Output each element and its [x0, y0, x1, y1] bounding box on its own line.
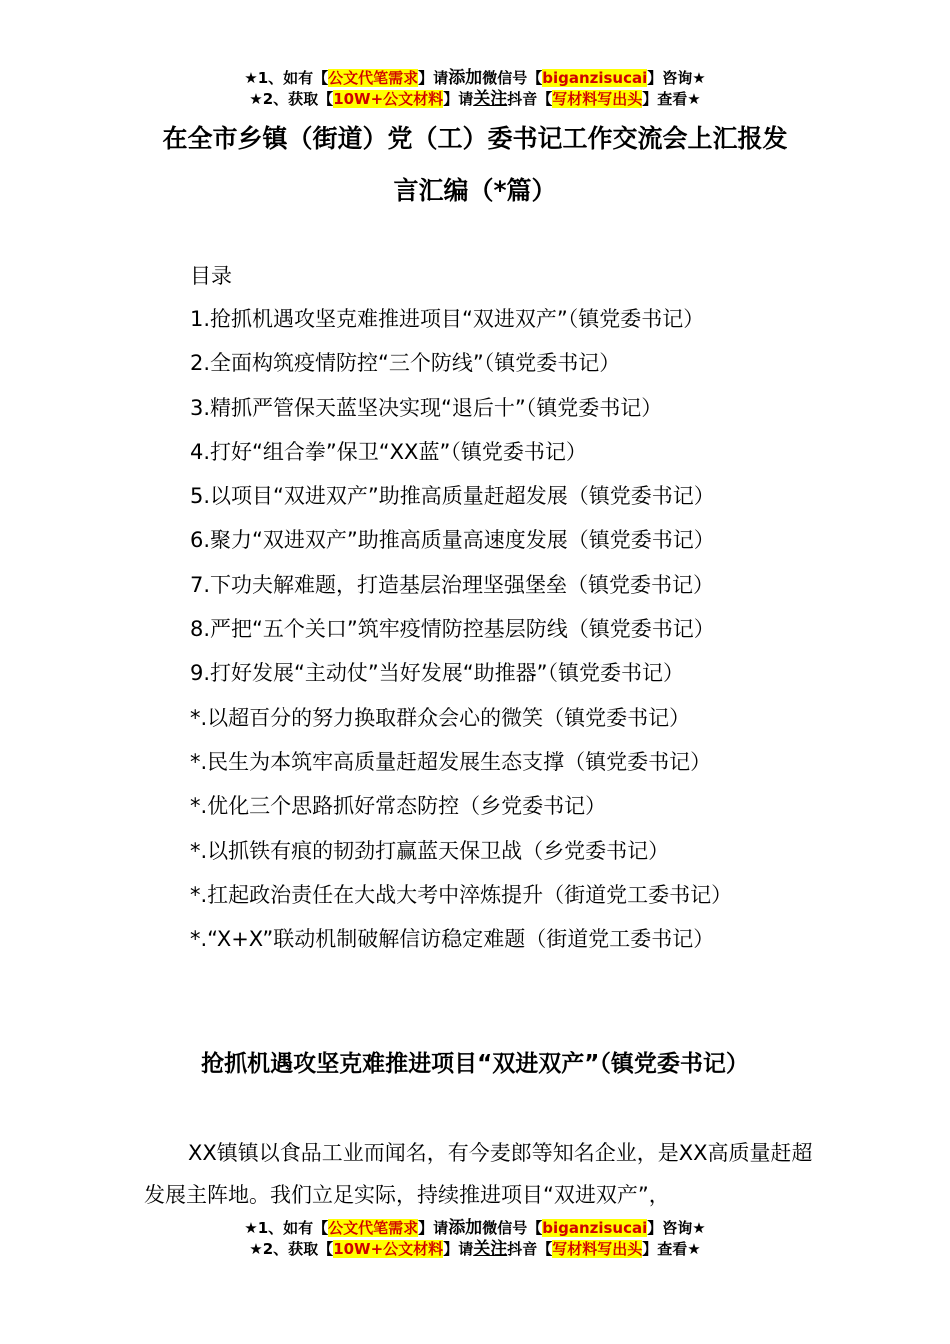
body-paragraph: XX镇镇以食品工业而闻名，有今麦郎等知名企业，是XX高质量赶超发展主阵地。我们立足实际，持续推进项目“双进双产”， [144, 1141, 813, 1207]
document-title-line-2: 言汇编（*篇） [393, 176, 557, 205]
wechat-id-highlight: biganzisucai [542, 1219, 648, 1237]
banner-line-1: ★1、如有【公文代笔需求】请添加微信号【biganzisucai】咨询★ [244, 1218, 706, 1238]
toc-item: 8.严把“五个关口”筑牢疫情防控基层防线（镇党委书记） [190, 617, 715, 642]
toc-item: 1.抢抓机遇攻坚克难推进项目“双进双产”（镇党委书记） [190, 307, 705, 331]
service-highlight: 公文代笔需求 [328, 1219, 419, 1237]
toc-item: *.扛起政治责任在大战大考中淬炼提升（街道党工委书记） [190, 882, 733, 907]
toc-item: *.“X+X”联动机制破解信访稳定难题（街道党工委书记） [190, 927, 715, 952]
toc-heading: 目录 [190, 264, 232, 288]
banner-line-2: ★2、获取【10W+公文材料】请关注抖音【写材料写出头】查看★ [249, 89, 701, 109]
footer-banner [0, 1218, 950, 1260]
toc-item: 5.以项目“双进双产”助推高质量赶超发展（镇党委书记） [190, 484, 715, 509]
section-title: 抢抓机遇攻坚克难推进项目“双进双产”（镇党委书记） [201, 1051, 749, 1077]
toc-item: 7.下功夫解难题，打造基层治理坚强堡垒（镇党委书记） [190, 572, 715, 597]
document-title-line-1: 在全市乡镇（街道）党（工）委书记工作交流会上汇报发 [162, 124, 788, 153]
toc-item: *.以超百分的努力换取群众会心的微笑（镇党委书记） [190, 705, 691, 730]
toc-item: *.优化三个思路抓好常态防控（乡党委书记） [190, 794, 607, 819]
toc-item: 9.打好发展“主动仗”当好发展“助推器”（镇党委书记） [190, 661, 685, 686]
toc-item: 4.打好“组合拳”保卫“XX蓝”（镇党委书记） [190, 439, 587, 464]
toc-item: *.以抓铁有痕的韧劲打赢蓝天保卫战（乡党委书记） [190, 838, 670, 863]
douyin-id-highlight: 写材料写出头 [552, 90, 643, 108]
header-banner [0, 68, 950, 110]
table-of-contents [190, 302, 732, 966]
toc-item: 2.全面构筑疫情防控“三个防线”（镇党委书记） [190, 351, 621, 376]
toc-item: 6.聚力“双进双产”助推高质量高速度发展（镇党委书记） [190, 528, 715, 553]
toc-item: 3.精抓严管保天蓝坚决实现“退后十”（镇党委书记） [190, 395, 663, 420]
douyin-id-highlight: 写材料写出头 [552, 1240, 643, 1258]
banner-line-2: ★2、获取【10W+公文材料】请关注抖音【写材料写出头】查看★ [249, 1239, 701, 1259]
service-highlight: 公文代笔需求 [328, 69, 419, 87]
materials-highlight: 10W+公文材料 [333, 1240, 444, 1258]
banner-line-1: ★1、如有【公文代笔需求】请添加微信号【biganzisucai】咨询★ [244, 68, 706, 88]
toc-item: *.民生为本筑牢高质量赶超发展生态支撑（镇党委书记） [190, 749, 712, 774]
wechat-id-highlight: biganzisucai [542, 69, 648, 87]
materials-highlight: 10W+公文材料 [333, 90, 444, 108]
